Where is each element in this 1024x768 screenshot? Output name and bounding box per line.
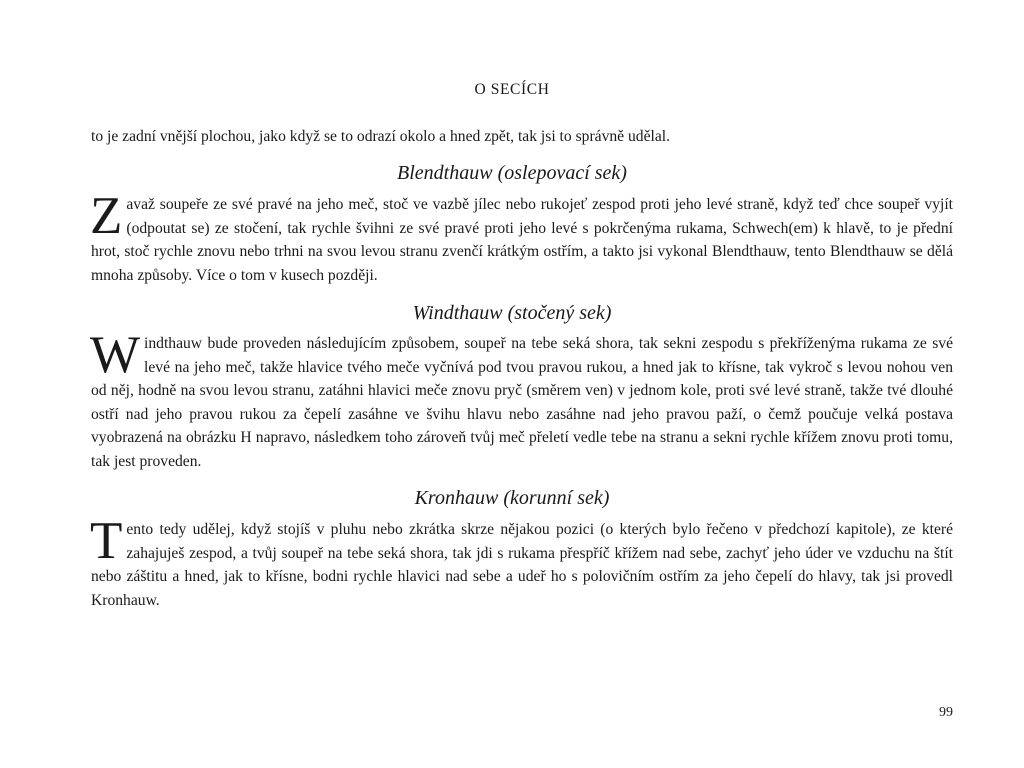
paragraph-text: ento tedy udělej, když stojíš v pluhu nebo zkrátka skrze nějakou pozici (o kterých bylo řečeno v předchozí kapitole), ze které zahajuješ zespod, a tvůj soupeř na tebe seká shora, tak jdi s rukama přespříč křížem nad sebe, zachyť jeho úder ve vzduchu na štít nebo záštitu a hned, jak to křísne, bodni rychle hlavici nad sebe a udeř ho s polovičním ostřím za jeho čepelí do hlavy, tak jsi provedl Kronhauw. [91, 521, 953, 609]
page-number: 99 [939, 705, 953, 720]
section-heading-blendthauw: Blendthauw (oslepovací sek) [397, 162, 627, 184]
section-paragraph-kronhauw [90, 512, 953, 612]
drop-cap: Z [90, 187, 123, 245]
paragraph-text: indthauw bude proveden následujícím způsobem, soupeř na tebe seká shora, tak sekni zespodu s překříženýma rukama ze své levé na jeho meč, takže hlavice tvého meče vyčnívá pod tvou pravou rukou, a hned jak to křísne, tak vykroč s levou nohou ven od něj, hodně na svou levou stranu, zatáhni hlavici meče znovu pryč (směrem ven) v jednom kole, proti své levé straně, takže tvé dlouhé ostří nad jeho pravou rukou za čepelí zasáhne ve švihu hlavu nebo zasáhne nad jeho pravou paží, o čemž poučuje velká postava vyobrazená na obrázku H napravo, následkem toho zároveň tvůj meč přeletí vedle tebe na stranu a sekni rychle křížem znovu proti tomu, tak jest proveden. [91, 335, 953, 470]
section-paragraph-windthauw [90, 326, 953, 473]
section-heading-windthauw: Windthauw (stočený sek) [412, 302, 612, 324]
drop-cap: T [90, 512, 123, 570]
paragraph-text: avaž soupeře ze své pravé na jeho meč, stoč ve vazbě jílec nebo rukojeť zespod proti jeho levé straně, když teď chce soupeř vyjít (odpoutat se) ze stočení, tak rychle švihni ze své pravé proti jeho levé s pokrčenýma rukama, Schwech(em) k hlavě, to je přední hrot, stoč rychle znovu nebo trhni na svou levou stranu zvenčí krátkým ostřím, a takto jsi vykonal Blendthauw, tento Blendthauw se dělá mnoha způsoby. Více o tom v kusech později. [91, 196, 953, 284]
continuation-paragraph: to je zadní vnější plochou, jako když se to odrazí okolo a hned zpět, tak jsi to správně udělal. [91, 128, 670, 145]
drop-cap: W [90, 326, 141, 384]
section-paragraph-blendthauw [90, 187, 953, 287]
running-header: O SECÍCH [474, 81, 550, 98]
section-heading-kronhauw: Kronhauw (korunní sek) [414, 487, 610, 509]
